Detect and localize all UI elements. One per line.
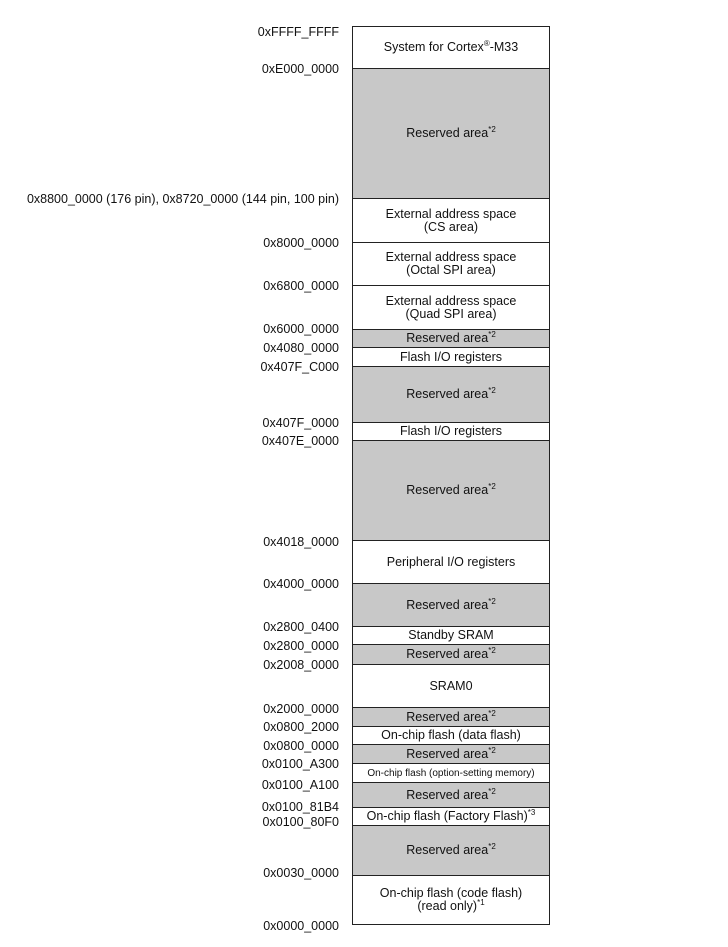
memory-region [352,764,550,783]
reserved-region [352,441,550,541]
region-label: Standby SRAM [408,628,494,642]
region-label: External address space (Octal SPI area) [385,250,517,277]
memory-region [352,876,550,925]
address-label: 0x0800_0000 [263,739,339,753]
region-label: Reserved area$^{*2}$ [406,645,496,661]
address-label: 0x6800_0000 [263,279,339,293]
reserved-region [352,783,550,808]
address-label: 0x2800_0400 [263,620,339,634]
region-label: Reserved area$^{*2}$ [406,385,496,401]
region-label: Reserved area$^{*2}$ [406,481,496,497]
address-label: 0x0100_81B4 [261,800,339,814]
memory-region [352,26,550,69]
address-label: 0x407F_0000 [262,416,339,430]
address-label: 0xFFFF_FFFF [257,25,339,39]
region-label: On-chip flash (option-setting memory) [367,767,535,779]
region-label: On-chip flash (code flash) (read only)$^{*1}$ [379,886,523,913]
address-label: 0x4000_0000 [263,577,339,591]
reserved-region [352,708,550,727]
address-label: 0x2000_0000 [263,702,339,716]
region-label: Reserved area$^{*2}$ [406,124,496,140]
region-label: Flash I/O registers [399,424,503,438]
memory-region [352,665,550,708]
region-label: On-chip flash (data flash) [381,728,521,742]
memory-region [352,423,550,441]
address-label: 0x0100_A100 [261,778,339,792]
region-label: External address space (CS area) [385,206,517,234]
address-label: 0x407F_C000 [260,360,339,374]
address-label: 0x0000_0000 [263,919,339,933]
region-label: Flash I/O registers [399,349,503,364]
memory-region [352,243,550,286]
memory-region [352,199,550,243]
address-label: 0x0800_2000 [263,720,339,734]
address-label: 0x4080_0000 [263,341,339,355]
region-label: SRAM0 [429,678,473,693]
memory-region [352,808,550,826]
address-label: 0x407E_0000 [261,434,339,448]
reserved-region [352,745,550,764]
memory-region [352,627,550,645]
memory-region [352,727,550,745]
region-label: Reserved area$^{*2}$ [406,745,496,761]
region-label: Peripheral I/O registers [386,554,516,569]
address-label: 0x8800_0000 (176 pin), 0x8720_0000 (144 pin, 100 pin) [26,192,339,206]
region-label: External address space (Quad SPI area) [385,293,517,321]
region-label: Reserved area$^{*2}$ [406,596,496,612]
address-label: 0x8000_0000 [263,236,339,250]
region-label: Reserved area$^{*2}$ [406,329,496,345]
address-label: 0x0100_80F0 [262,815,339,829]
region-label: Reserved area$^{*2}$ [406,841,496,857]
region-label: On-chip flash (Factory Flash)$^{*3}$ [366,807,536,823]
reserved-region [352,584,550,627]
memory-region [352,286,550,330]
address-label: 0x2800_0000 [263,639,339,653]
address-label: 0x2008_0000 [263,658,339,672]
memory-region [352,541,550,584]
reserved-region [352,69,550,199]
memory-region [352,348,550,367]
region-label: Reserved area$^{*2}$ [406,786,496,802]
reserved-region [352,367,550,423]
address-label: 0x6000_0000 [263,322,339,336]
region-label: System for Cortex®-M33 [383,38,519,54]
address-label: 0xE000_0000 [261,62,339,76]
address-label: 0x0100_A300 [261,757,339,771]
address-label: 0x4018_0000 [263,535,339,549]
reserved-region [352,826,550,876]
address-label: 0x0030_0000 [263,866,339,880]
reserved-region [352,645,550,665]
reserved-region [352,330,550,348]
region-label: Reserved area$^{*2}$ [406,708,496,724]
